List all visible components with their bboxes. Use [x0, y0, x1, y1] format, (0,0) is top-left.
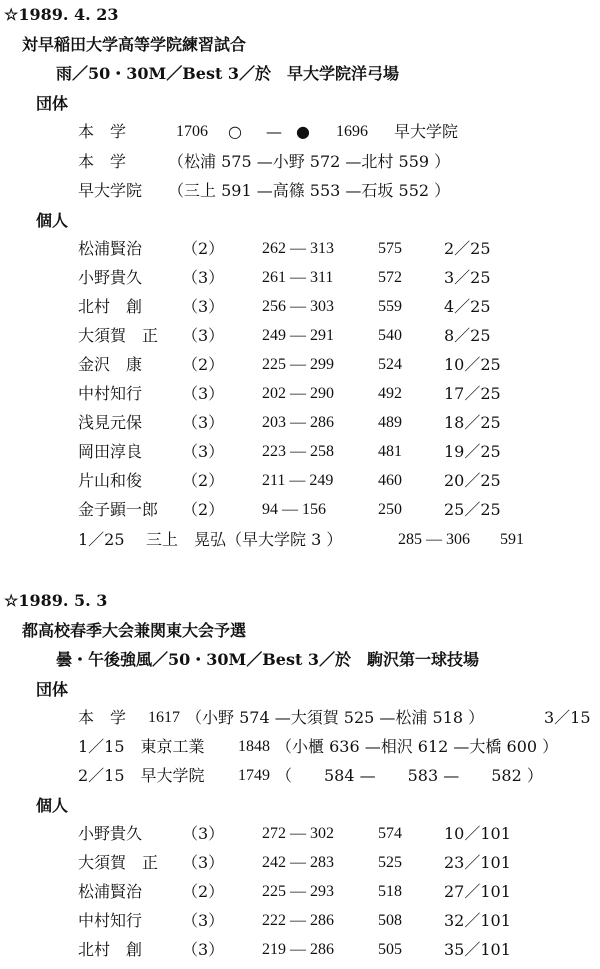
archer-scores: 225 — 293 — [262, 883, 334, 900]
match2-individual-heading: 個人 — [36, 796, 69, 815]
match1-winner — [78, 530, 588, 552]
match2-team-line — [78, 737, 598, 759]
archer-total: 460 — [378, 472, 402, 489]
archer-grade: （3） — [182, 911, 225, 930]
match2-title: 都高校春季大会兼関東大会予選 — [22, 621, 247, 640]
match1-individual-heading: 個人 — [36, 211, 69, 230]
individual-row — [78, 326, 588, 348]
team-name: 本 学 — [78, 122, 127, 141]
archer-scores: 94 — 156 — [262, 501, 326, 518]
individual-row — [78, 442, 588, 464]
archer-name: 中村知行 — [78, 911, 143, 930]
team-score: 1749 — [238, 767, 270, 784]
winner-scores: 285 — 306 — [398, 531, 470, 548]
archer-rank: 27／101 — [444, 882, 511, 901]
individual-row — [78, 824, 588, 846]
individual-row — [78, 268, 588, 290]
archer-grade: （3） — [182, 940, 225, 959]
team-detail: （松浦 575 —小野 572 —北村 559 ） — [168, 152, 451, 171]
archer-grade: （3） — [182, 442, 225, 461]
archer-name: 金子顕一郎 — [78, 500, 159, 519]
opponent-name: 早大学院 — [394, 122, 459, 141]
match1-team-line — [78, 152, 588, 174]
match2-date: ☆1989. 5. 3 — [4, 591, 108, 610]
archer-rank: 10／25 — [444, 355, 501, 374]
team-score: 1706 — [176, 123, 208, 140]
archer-name: 大須賀 正 — [78, 853, 159, 872]
archer-rank: 10／101 — [444, 824, 511, 843]
dash: — — [266, 122, 282, 141]
archer-total: 250 — [378, 501, 402, 518]
team-name: 本 学 — [78, 708, 127, 727]
match2-conditions: 曇・午後強風／50・30M／Best 3／於 駒沢第一球技場 — [56, 650, 480, 669]
archer-total: 574 — [378, 825, 402, 842]
archer-grade: （3） — [182, 268, 225, 287]
team-name: 本 学 — [78, 152, 127, 171]
archer-scores: 261 — 311 — [262, 269, 334, 286]
match1-conditions: 雨／50・30M／Best 3／於 早大学院洋弓場 — [56, 64, 400, 83]
archer-name: 金沢 康 — [78, 355, 143, 374]
individual-row — [78, 413, 588, 435]
team-rank: 3／15 — [544, 708, 591, 727]
archer-name: 中村知行 — [78, 384, 143, 403]
archer-total: 492 — [378, 385, 402, 402]
team-name: 2／15 早大学院 — [78, 766, 205, 785]
loss-mark: ● — [296, 122, 310, 141]
archer-total: 572 — [378, 269, 402, 286]
archer-scores: 203 — 286 — [262, 414, 334, 431]
archer-scores: 242 — 283 — [262, 854, 334, 871]
individual-row — [78, 471, 588, 493]
winner-name: 三上 晃弘（早大学院 3 ） — [146, 530, 343, 549]
archer-name: 北村 創 — [78, 297, 143, 316]
archer-scores: 223 — 258 — [262, 443, 334, 460]
archer-grade: （3） — [182, 824, 225, 843]
match1-title: 対早稲田大学高等学院練習試合 — [22, 35, 247, 54]
archer-rank: 19／25 — [444, 442, 501, 461]
archer-total: 524 — [378, 356, 402, 373]
archer-total: 575 — [378, 240, 402, 257]
individual-row — [78, 853, 588, 875]
team-name: 早大学院 — [78, 181, 143, 200]
archer-rank: 18／25 — [444, 413, 501, 432]
archer-total: 540 — [378, 327, 402, 344]
archer-rank: 32／101 — [444, 911, 511, 930]
individual-row — [78, 940, 588, 962]
archer-name: 岡田淳良 — [78, 442, 143, 461]
archer-total: 481 — [378, 443, 402, 460]
individual-row — [78, 384, 588, 406]
individual-row — [78, 500, 588, 522]
archer-grade: （2） — [182, 471, 225, 490]
archer-scores: 225 — 299 — [262, 356, 334, 373]
match2-team-line — [78, 766, 598, 788]
archer-scores: 202 — 290 — [262, 385, 334, 402]
archer-name: 北村 創 — [78, 940, 143, 959]
archer-grade: （3） — [182, 413, 225, 432]
archer-grade: （3） — [182, 853, 225, 872]
archer-total: 489 — [378, 414, 402, 431]
archer-scores: 249 — 291 — [262, 327, 334, 344]
archer-scores: 219 — 286 — [262, 941, 334, 958]
match2-team-heading: 団体 — [36, 680, 69, 699]
archer-name: 松浦賢治 — [78, 882, 143, 901]
match1-team-line — [78, 181, 588, 203]
archer-name: 小野貴久 — [78, 824, 143, 843]
archer-name: 小野貴久 — [78, 268, 143, 287]
archer-scores: 272 — 302 — [262, 825, 334, 842]
archer-grade: （3） — [182, 384, 225, 403]
archer-total: 525 — [378, 854, 402, 871]
archer-rank: 8／25 — [444, 326, 491, 345]
archer-grade: （3） — [182, 297, 225, 316]
archer-rank: 20／25 — [444, 471, 501, 490]
team-name: 1／15 東京工業 — [78, 737, 205, 756]
winner-total: 591 — [500, 531, 524, 548]
individual-row — [78, 239, 588, 261]
winner-rank: 1／25 — [78, 530, 125, 549]
team-detail: （小櫃 636 —相沢 612 —大橋 600 ） — [276, 737, 559, 756]
archer-rank: 2／25 — [444, 239, 491, 258]
individual-row — [78, 882, 588, 904]
archer-name: 片山和俊 — [78, 471, 143, 490]
archer-grade: （2） — [182, 882, 225, 901]
archer-grade: （2） — [182, 500, 225, 519]
archer-name: 浅見元保 — [78, 413, 143, 432]
match2-team-line — [78, 708, 598, 730]
match1-team-score — [78, 122, 588, 144]
archer-scores: 222 — 286 — [262, 912, 334, 929]
team-score: 1848 — [238, 738, 270, 755]
archer-rank: 23／101 — [444, 853, 511, 872]
archer-name: 松浦賢治 — [78, 239, 143, 258]
individual-row — [78, 297, 588, 319]
archer-scores: 262 — 313 — [262, 240, 334, 257]
match1-team-heading: 団体 — [36, 94, 69, 113]
archer-rank: 35／101 — [444, 940, 511, 959]
archer-rank: 3／25 — [444, 268, 491, 287]
team-detail: （三上 591 —高篠 553 —石坂 552 ） — [168, 181, 451, 200]
archer-total: 508 — [378, 912, 402, 929]
team-detail: （ 584 — 583 — 582 ） — [276, 766, 543, 785]
archer-rank: 17／25 — [444, 384, 501, 403]
team-detail: （小野 574 —大須賀 525 —松浦 518 ） — [186, 708, 485, 727]
archer-rank: 25／25 — [444, 500, 501, 519]
archer-name: 大須賀 正 — [78, 326, 159, 345]
team-score: 1617 — [148, 709, 180, 726]
archer-total: 505 — [378, 941, 402, 958]
archer-scores: 211 — 249 — [262, 472, 334, 489]
opponent-score: 1696 — [336, 123, 368, 140]
individual-row — [78, 911, 588, 933]
archer-total: 518 — [378, 883, 402, 900]
archer-scores: 256 — 303 — [262, 298, 334, 315]
archer-grade: （3） — [182, 326, 225, 345]
archer-rank: 4／25 — [444, 297, 491, 316]
archer-total: 559 — [378, 298, 402, 315]
match1-date: ☆1989. 4. 23 — [4, 5, 119, 24]
win-mark: ○ — [228, 122, 242, 141]
archer-grade: （2） — [182, 355, 225, 374]
archer-grade: （2） — [182, 239, 225, 258]
individual-row — [78, 355, 588, 377]
